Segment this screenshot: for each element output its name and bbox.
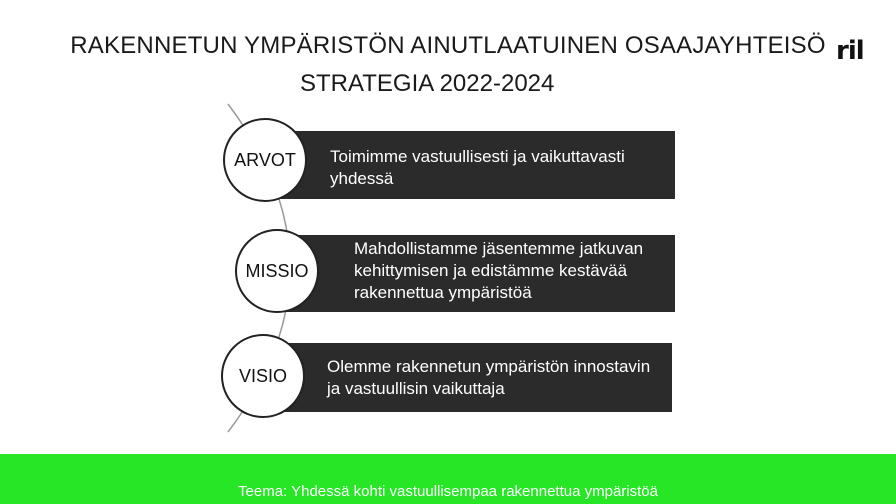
footer-theme-text: Teema: Yhdessä kohti vastuullisempaa rakennettua ympäristöä — [238, 483, 658, 500]
visio-text-box — [263, 343, 672, 412]
missio-text-box — [285, 235, 675, 312]
arvot-label: ARVOT — [234, 149, 296, 170]
visio-label: VISIO — [238, 365, 287, 386]
arvot-text-line-2: yhdessä — [330, 169, 394, 188]
footer-bar — [0, 454, 896, 504]
arvot-text-line-1: Toimimme vastuullisesti ja vaikuttavasti — [330, 147, 625, 166]
visio-text-line-2: ja vastuullisin vaikuttaja — [327, 379, 505, 398]
title-line-2: STRATEGIA 2022-2024 — [300, 70, 555, 97]
title-line-1: RAKENNETUN YMPÄRISTÖN AINUTLAATUINEN OSAAJAYHTEISÖ — [70, 32, 826, 59]
missio-circle — [235, 229, 319, 313]
missio-label: MISSIO — [245, 260, 309, 281]
missio-text-line-1: Mahdollistamme jäsentemme jatkuvan — [354, 239, 644, 258]
missio-text-line-3: rakennettua ympäristöä — [354, 283, 532, 302]
arvot-text-box — [264, 131, 675, 199]
missio-text-line-2: kehittymisen ja edistämme kestävää — [354, 261, 628, 280]
ril-logo: ril — [836, 36, 864, 66]
arvot-circle — [223, 118, 307, 202]
visio-circle — [221, 334, 305, 418]
visio-text-line-1: Olemme rakennetun ympäristön innostavin — [327, 357, 651, 376]
